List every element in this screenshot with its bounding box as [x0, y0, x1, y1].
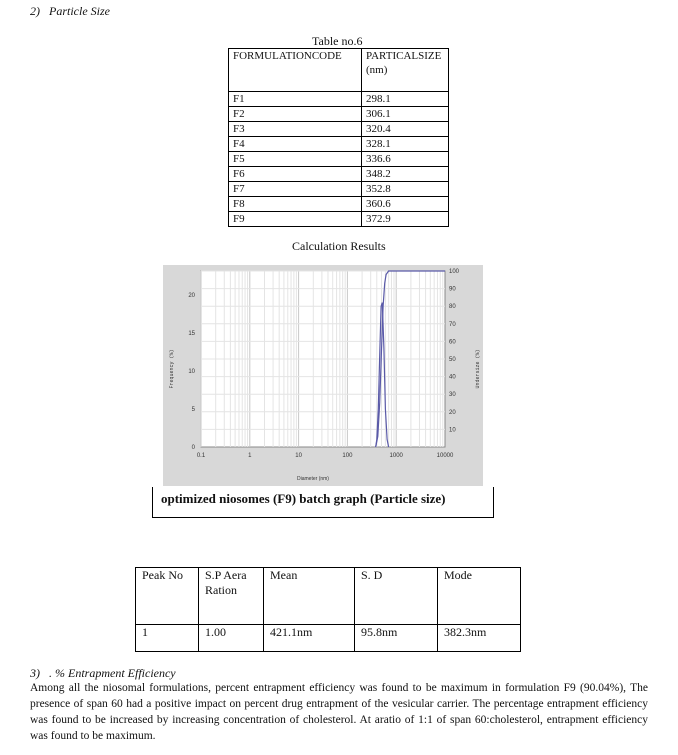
formulation-code: F6: [229, 167, 362, 182]
table-header-row: [229, 49, 449, 92]
calculation-results-caption: Calculation Results: [292, 239, 386, 253]
sd-value: 95.8nm: [355, 625, 438, 652]
table-row: [229, 107, 449, 122]
section-2-title: Particle Size: [49, 4, 110, 18]
y-tick-label: 20: [188, 293, 195, 299]
y2-tick-label: 70: [449, 321, 456, 328]
peak-no-value: 1: [136, 625, 199, 652]
table-row: [229, 152, 449, 167]
section-3-heading: [30, 666, 176, 681]
table-row: [229, 182, 449, 197]
formulation-code: F3: [229, 122, 362, 137]
table-row: [229, 137, 449, 152]
x-tick-label: 10000: [436, 453, 454, 459]
table-row: [229, 122, 449, 137]
table-6-caption: Table no.6: [312, 34, 363, 48]
section-2-number: 2): [30, 4, 40, 18]
header-sp-area-ratio: S.P Aera Ration: [199, 568, 264, 625]
header-particle-size: PARTICALSIZE (nm): [362, 49, 449, 92]
table-row: [229, 197, 449, 212]
section-3-number: 3): [30, 666, 40, 680]
sp-area-ratio-value: 1.00: [199, 625, 264, 652]
particle-size: 372.9: [362, 212, 449, 227]
particle-size: 352.8: [362, 182, 449, 197]
formulation-code: F5: [229, 152, 362, 167]
x-tick-label: 1: [248, 453, 252, 459]
calculation-results-table: [135, 567, 521, 652]
particle-size: 360.6: [362, 197, 449, 212]
y-tick-label: 0: [191, 445, 195, 451]
mean-value: 421.1nm: [264, 625, 355, 652]
table-row: [229, 92, 449, 107]
results-header-row: [136, 568, 521, 625]
table-row: [229, 167, 449, 182]
section-3-title: . % Entrapment Efficiency: [49, 666, 176, 680]
y2-tick-label: 80: [449, 304, 456, 311]
formulation-code: F9: [229, 212, 362, 227]
particle-size-chart: [163, 265, 483, 486]
header-mode: Mode: [438, 568, 521, 625]
table-row: [136, 625, 521, 652]
y-tick-label: 15: [188, 331, 195, 337]
y2-tick-label: 90: [449, 286, 456, 293]
formulation-code: F2: [229, 107, 362, 122]
y2-tick-label: 20: [449, 409, 456, 416]
x-tick-label: 10: [295, 453, 302, 459]
y2-tick-label: 40: [449, 374, 456, 381]
particle-size: 298.1: [362, 92, 449, 107]
x-axis-label: Diameter (nm): [297, 476, 329, 482]
table-row: [229, 212, 449, 227]
y-tick-label: 5: [191, 407, 195, 413]
y2-tick-label: 100: [449, 269, 460, 275]
particle-size: 336.6: [362, 152, 449, 167]
entrapment-paragraph: Among all the niosomal formulations, percent entrapment efficiency was found to be maximum in formulation F9 (90.04%), The presence of span 60 had a positive impact on percent drug entrapment of the vesicular carrier. The percentage entrapment efficiency was found to be increased by increasing concentration of cholesterol. At aratio of 1:1 of span 60:cholesterol, entrapment efficiency was found to be maximum.: [30, 682, 648, 742]
mode-value: 382.3nm: [438, 625, 521, 652]
section-2-heading: [30, 4, 110, 19]
formulation-code: F7: [229, 182, 362, 197]
particle-size-table: [228, 48, 449, 227]
y2-tick-label: 60: [449, 339, 456, 346]
y-tick-label: 10: [188, 369, 195, 375]
y2-tick-label: 30: [449, 392, 456, 399]
graph-caption: optimized niosomes (F9) batch graph (Particle size): [152, 487, 494, 518]
x-tick-label: 100: [342, 453, 353, 459]
header-formulation-code: FORMULATIONCODE: [229, 49, 362, 92]
particle-size: 320.4: [362, 122, 449, 137]
y2-axis-label: Undersize (%): [475, 349, 481, 389]
formulation-code: F1: [229, 92, 362, 107]
y2-tick-label: 50: [449, 357, 456, 363]
particle-size: 328.1: [362, 137, 449, 152]
header-mean: Mean: [264, 568, 355, 625]
formulation-code: F8: [229, 197, 362, 212]
formulation-code: F4: [229, 137, 362, 152]
y-axis-label: Frequency (%): [169, 349, 175, 389]
x-tick-label: 1000: [389, 453, 403, 459]
y2-tick-label: 10: [449, 427, 456, 434]
header-sd: S. D: [355, 568, 438, 625]
chart-svg: [163, 265, 483, 486]
particle-size: 306.1: [362, 107, 449, 122]
x-tick-label: 0.1: [196, 453, 206, 459]
particle-size: 348.2: [362, 167, 449, 182]
header-peak-no: Peak No: [136, 568, 199, 625]
